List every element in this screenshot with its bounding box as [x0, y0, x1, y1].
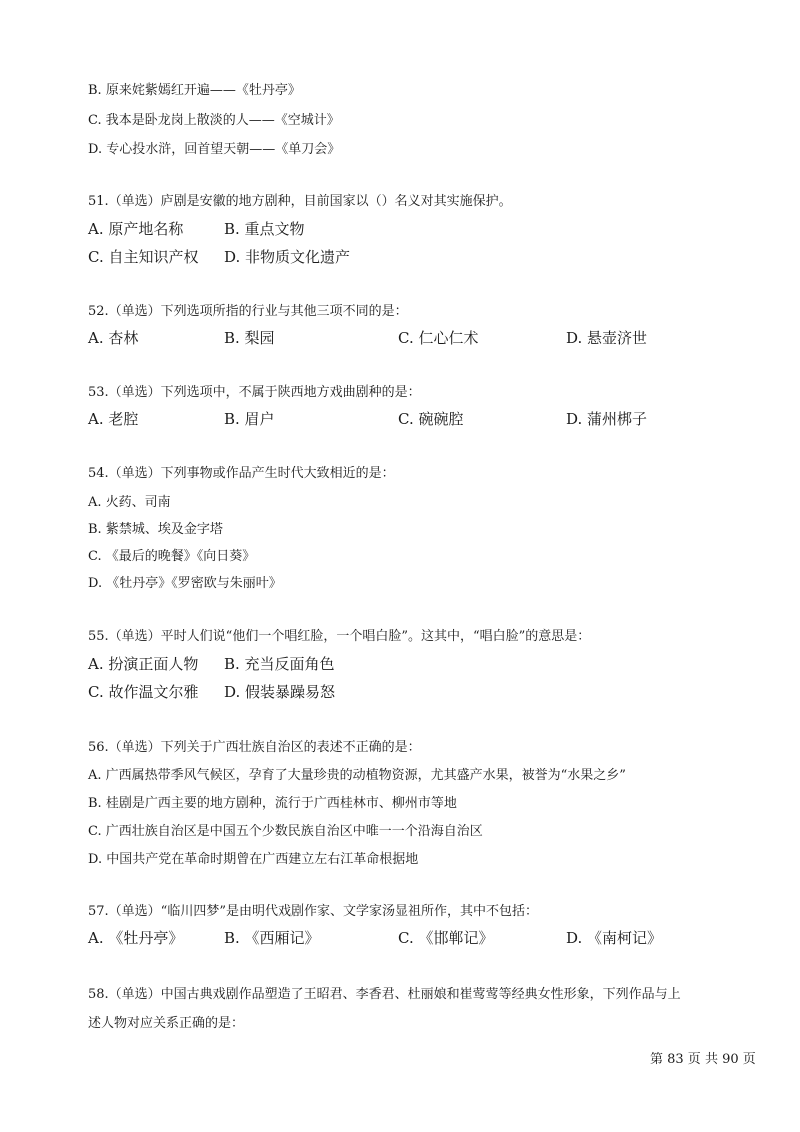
- question-51-option-c: C. 自主知识产权: [88, 248, 199, 266]
- question-55-option-b: B. 充当反面角色: [224, 655, 335, 673]
- question-52-option-d: D. 悬壶济世: [566, 329, 648, 347]
- question-54-option-b: B. 紫禁城、埃及金字塔: [88, 522, 223, 537]
- question-56-option-d: D. 中国共产党在革命时期曾在广西建立左右江革命根据地: [88, 852, 419, 867]
- question-54-option-d: D. 《牡丹亭》《罗密欧与朱丽叶》: [88, 576, 282, 591]
- question-51-option-a: A. 原产地名称: [88, 220, 184, 238]
- question-52-option-c: C. 仁心仁术: [398, 329, 479, 347]
- question-55-option-d: D. 假装暴躁易怒: [224, 683, 336, 701]
- question-56-option-c: C. 广西壮族自治区是中国五个少数民族自治区中唯一一个沿海自治区: [88, 824, 483, 839]
- question-52-option-a: A. 杏林: [88, 329, 139, 347]
- question-55-option-c: C. 故作温文尔雅: [88, 683, 199, 701]
- option-b-prev: B. 原来姹紫嫣红开遍——《牡丹亭》: [88, 83, 301, 98]
- question-53-option-a: A. 老腔: [88, 410, 139, 428]
- question-57-stem: 57.（单选）“临川四梦”是由明代戏剧作家、文学家汤显祖所作，其中不包括：: [88, 904, 538, 919]
- option-d-prev: D. 专心投水浒，回首望天朝——《单刀会》: [88, 142, 341, 157]
- question-51-stem: 51.（单选）庐剧是安徽的地方剧种，目前国家以（）名义对其实施保护。: [88, 194, 512, 209]
- question-57-option-c: C. 《邯郸记》: [398, 929, 494, 947]
- question-52-option-b: B. 梨园: [224, 329, 275, 347]
- question-53-stem: 53.（单选）下列选项中，不属于陕西地方戏曲剧种的是：: [88, 385, 421, 400]
- question-56-option-b: B. 桂剧是广西主要的地方剧种，流行于广西桂林市、柳州市等地: [88, 796, 457, 811]
- question-53-option-b: B. 眉户: [224, 410, 275, 428]
- question-51-option-b: B. 重点文物: [224, 220, 305, 238]
- question-53-option-d: D. 蒲州梆子: [566, 410, 648, 428]
- question-55-option-a: A. 扮演正面人物: [88, 655, 199, 673]
- question-57-option-a: A. 《牡丹亭》: [88, 929, 184, 947]
- question-51-option-d: D. 非物质文化遗产: [224, 248, 351, 266]
- question-53-option-c: C. 碗碗腔: [398, 410, 464, 428]
- question-55-stem: 55.（单选）平时人们说“他们一个唱红脸，一个唱白脸”。这其中，“唱白脸”的意思是：: [88, 629, 591, 644]
- question-56-option-a: A. 广西属热带季风气候区，孕育了大量珍贵的动植物资源，尤其盛产水果，被誉为“水果之乡”: [88, 768, 626, 783]
- option-c-prev: C. 我本是卧龙岗上散淡的人——《空城计》: [88, 113, 340, 128]
- question-54-stem: 54.（单选）下列事物或作品产生时代大致相近的是：: [88, 466, 395, 481]
- question-54-option-a: A. 火药、司南: [88, 495, 171, 510]
- question-56-stem: 56.（单选）下列关于广西壮族自治区的表述不正确的是：: [88, 740, 421, 755]
- question-58-stem-line1: 58.（单选）中国古典戏剧作品塑造了王昭君、李香君、杜丽娘和崔莺莺等经典女性形象，下列作品与上: [88, 987, 681, 1002]
- page-number: 第 83 页 共 90 页: [650, 1052, 756, 1067]
- question-57-option-b: B. 《西厢记》: [224, 929, 320, 947]
- question-57-option-d: D. 《南柯记》: [566, 929, 663, 947]
- question-54-option-c: C. 《最后的晚餐》《向日葵》: [88, 549, 256, 564]
- question-58-stem-line2: 述人物对应关系正确的是：: [88, 1016, 245, 1031]
- question-52-stem: 52.（单选）下列选项所指的行业与其他三项不同的是：: [88, 304, 408, 319]
